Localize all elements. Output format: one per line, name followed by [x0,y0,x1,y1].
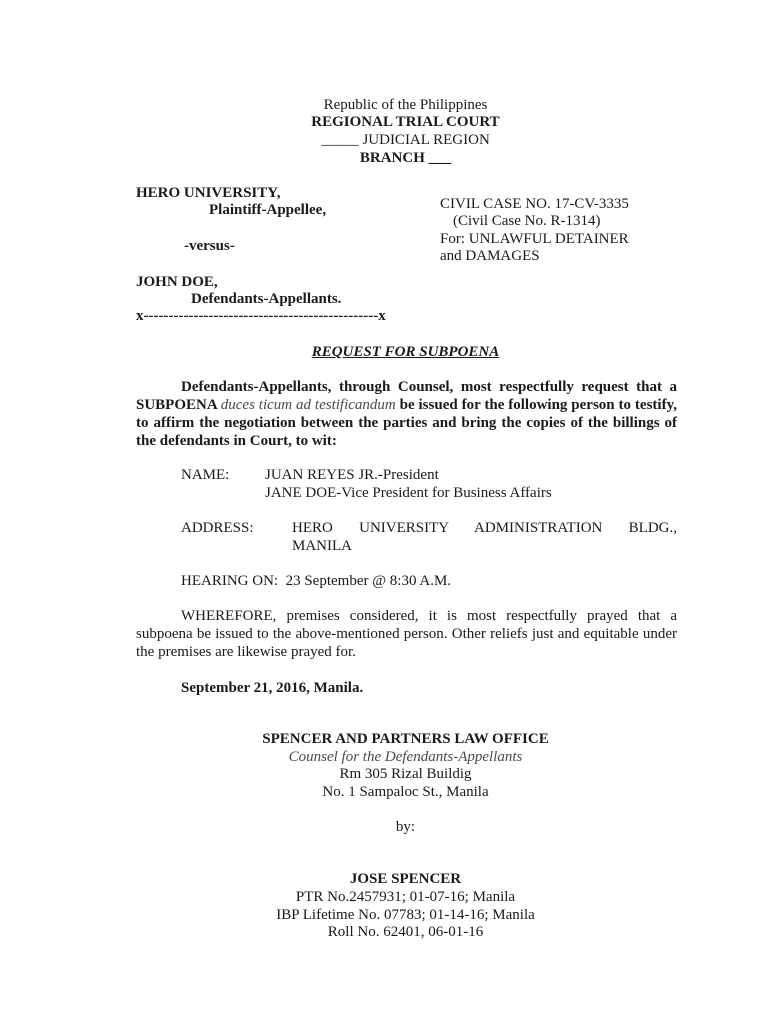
caption-separator: x-----------------------------------------------x [136,308,386,324]
case-number: CIVIL CASE NO. 17-CV-3335 [440,196,629,212]
lawyer-name: JOSE SPENCER [349,871,462,887]
witness-2: JANE DOE-Vice President for Business Affairs [265,485,552,501]
case-nature: For: UNLAWFUL DETAINER [440,231,629,247]
date-place: September 21, 2016, Manila. [181,680,364,696]
request-paragraph [136,378,677,450]
plaintiff-name: HERO UNIVERSITY, [136,185,281,201]
request-paragraph-latin: duces ticum ad testificandum [220,397,396,413]
defendant-name: JOHN DOE, [136,274,218,290]
address-line-1: HERO UNIVERSITY ADMINISTRATION BLDG., [292,520,677,536]
counsel-for: Counsel for the Defendants-Appellants [288,749,523,765]
request-paragraph-pre: Defendants-Appellants, through Counsel, most respectfully request that a SUBPOENA [136,379,677,413]
court-name: REGIONAL TRIAL COURT [311,114,500,130]
firm-address-1: Rm 305 Rizal Buildig [339,766,472,782]
branch-line: BRANCH ___ [359,150,452,166]
case-number-alt: (Civil Case No. R-1314) [453,213,601,229]
document-title: REQUEST FOR SUBPOENA [311,344,500,360]
law-firm-name: SPENCER AND PARTNERS LAW OFFICE [262,731,549,747]
hearing-schedule: HEARING ON: 23 September @ 8:30 A.M. [181,573,452,589]
versus-label: -versus- [184,238,235,254]
address-label: ADDRESS: [181,520,254,536]
ibp-number: IBP Lifetime No. 07783; 01-14-16; Manila [276,907,535,923]
case-nature-2: and DAMAGES [440,248,540,264]
judicial-region: _____ JUDICIAL REGION [321,132,490,148]
firm-address-2: No. 1 Sampaloc St., Manila [322,784,489,800]
name-label: NAME: [181,467,230,483]
request-paragraph-post: be issued for the following person to testify, to affirm the negotiation between the parties and bring the copies of the billings of the defendants in Court, to wit: [136,397,677,449]
prayer-paragraph: WHEREFORE, premises considered, it is most respectfully prayed that a subpoena be issued to the above-mentioned person. Other reliefs just and equitable under the premises are likewise prayed for. [136,608,677,660]
ptr-number: PTR No.2457931; 01-07-16; Manila [295,889,516,905]
defendant-role: Defendants-Appellants. [191,291,342,307]
by-label: by: [395,819,416,835]
roll-number: Roll No. 62401, 06-01-16 [327,924,484,940]
witness-1: JUAN REYES JR.-President [265,467,439,483]
republic-line: Republic of the Philippines [323,97,488,113]
address-line-2: MANILA [292,538,352,554]
plaintiff-role: Plaintiff-Appellee, [209,202,327,218]
